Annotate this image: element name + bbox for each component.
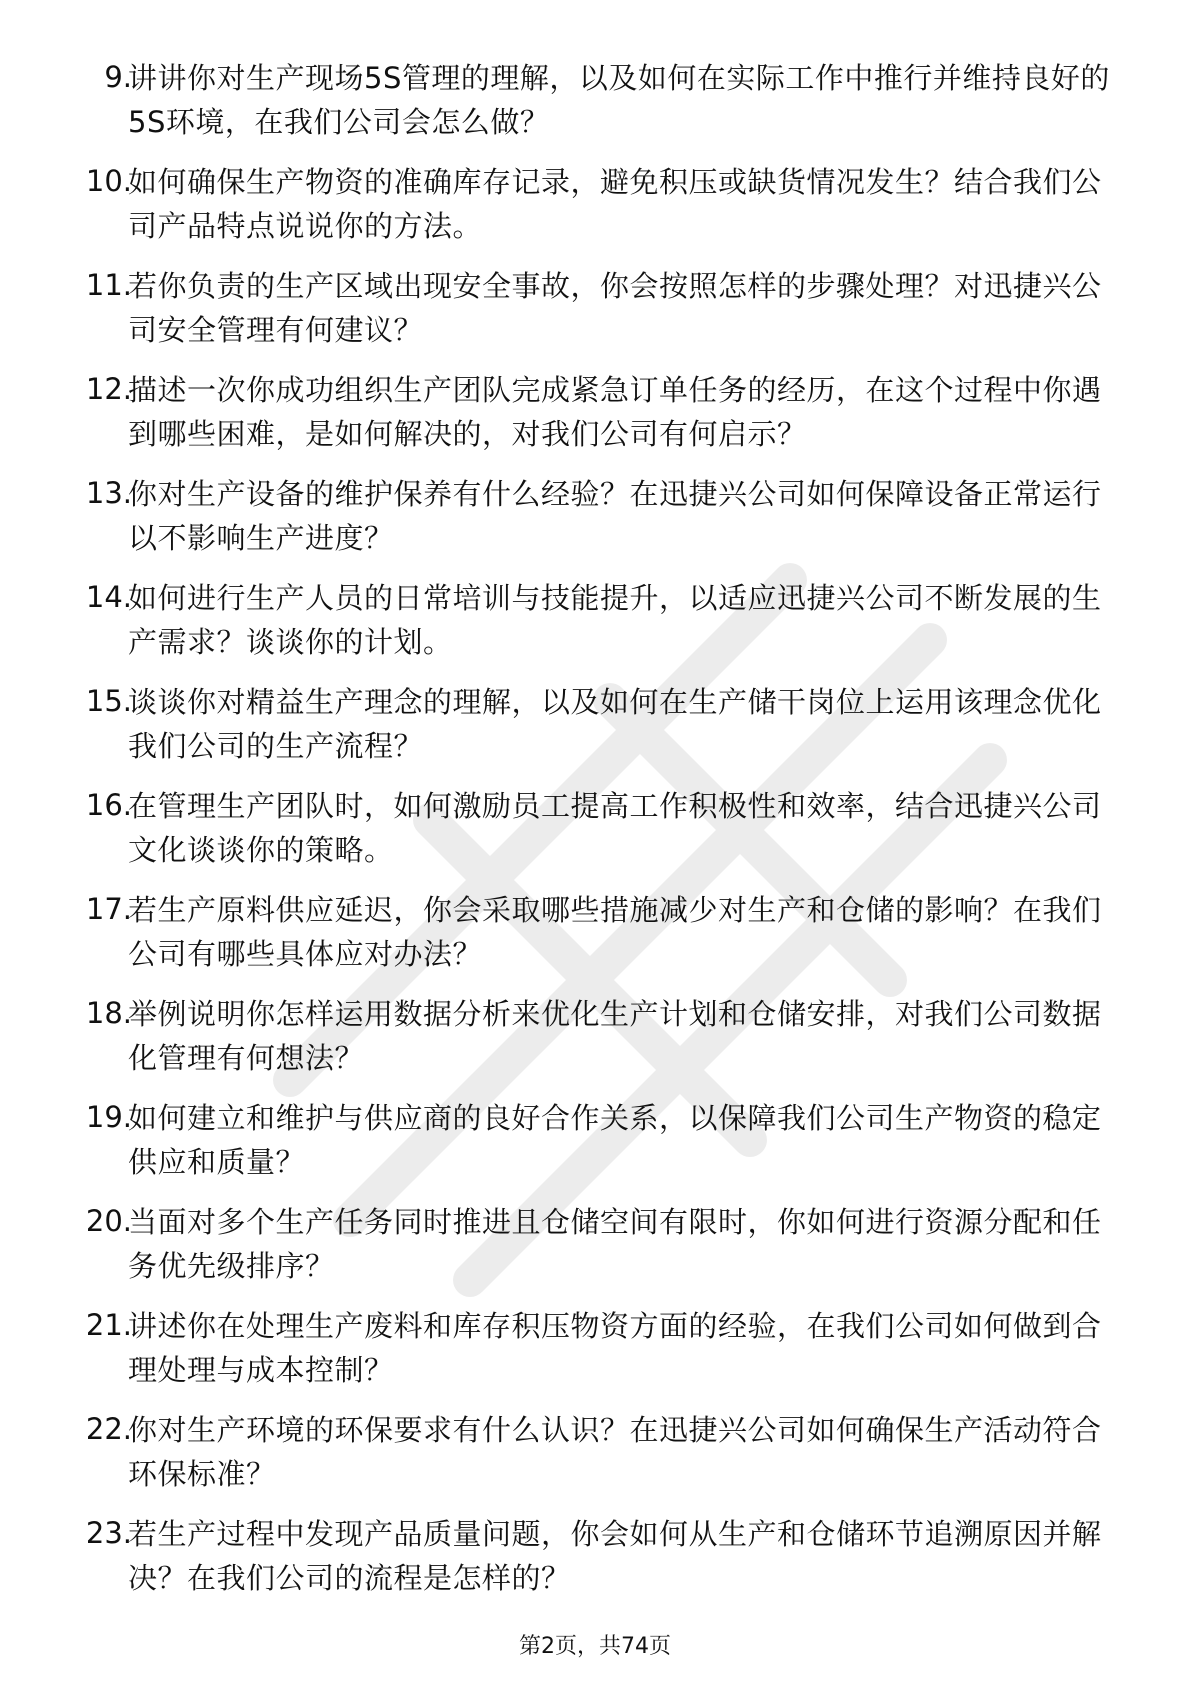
question-number: 11. <box>85 268 132 302</box>
question-text: 谈谈你对精益生产理念的理解，以及如何在生产储干岗位上运用该理念优化我们公司的生产流程？ <box>128 685 1102 763</box>
question-text: 你对生产设备的维护保养有什么经验？在迅捷兴公司如何保障设备正常运行以不影响生产进度？ <box>128 477 1102 555</box>
question-text: 你对生产环境的环保要求有什么认识？在迅捷兴公司如何确保生产活动符合环保标准？ <box>128 1413 1102 1491</box>
list-item <box>0 674 1190 778</box>
list-item <box>0 1090 1190 1194</box>
list-item <box>0 986 1190 1090</box>
question-text: 如何建立和维护与供应商的良好合作关系，以保障我们公司生产物资的稳定供应和质量？ <box>128 1101 1102 1179</box>
question-text: 若生产过程中发现产品质量问题，你会如何从生产和仓储环节追溯原因并解决？在我们公司的流程是怎样的？ <box>128 1517 1102 1595</box>
question-number: 20. <box>85 1204 132 1238</box>
question-text: 如何进行生产人员的日常培训与技能提升，以适应迅捷兴公司不断发展的生产需求？谈谈你的计划。 <box>128 581 1102 659</box>
question-text: 描述一次你成功组织生产团队完成紧急订单任务的经历，在这个过程中你遇到哪些困难，是如何解决的，对我们公司有何启示？ <box>128 373 1102 451</box>
question-number: 14. <box>85 580 132 614</box>
list-item <box>0 1298 1190 1402</box>
question-number: 9. <box>104 60 132 94</box>
question-number: 21. <box>85 1308 132 1342</box>
question-number: 15. <box>85 684 132 718</box>
question-text: 举例说明你怎样运用数据分析来优化生产计划和仓储安排，对我们公司数据化管理有何想法？ <box>128 997 1102 1075</box>
list-item <box>0 570 1190 674</box>
question-number: 16. <box>85 788 132 822</box>
question-number: 19. <box>85 1100 132 1134</box>
page-number-label: 第2页，共74页 <box>519 1634 671 1659</box>
question-number: 10. <box>85 164 132 198</box>
question-text: 若你负责的生产区域出现安全事故，你会按照怎样的步骤处理？对迅捷兴公司安全管理有何建议？ <box>128 269 1102 347</box>
list-item <box>0 362 1190 466</box>
list-item <box>0 154 1190 258</box>
question-text: 当面对多个生产任务同时推进且仓储空间有限时，你如何进行资源分配和任务优先级排序？ <box>128 1205 1102 1283</box>
question-number: 22. <box>85 1412 132 1446</box>
list-item <box>0 778 1190 882</box>
question-text: 讲述你在处理生产废料和库存积压物资方面的经验，在我们公司如何做到合理处理与成本控制？ <box>128 1309 1102 1387</box>
question-number: 13. <box>85 476 132 510</box>
question-number: 18. <box>85 996 132 1030</box>
question-number: 23. <box>85 1516 132 1550</box>
list-item <box>0 1194 1190 1298</box>
question-text: 如何确保生产物资的准确库存记录，避免积压或缺货情况发生？结合我们公司产品特点说说你的方法。 <box>128 165 1102 243</box>
list-item <box>0 1402 1190 1506</box>
question-text: 讲讲你对生产现场5S管理的理解，以及如何在实际工作中推行并维持良好的5S环境，在我们公司会怎么做？ <box>128 61 1110 139</box>
question-text: 在管理生产团队时，如何激励员工提高工作积极性和效率，结合迅捷兴公司文化谈谈你的策略。 <box>128 789 1102 867</box>
list-item <box>0 50 1190 154</box>
list-item <box>0 1506 1190 1610</box>
list-item <box>0 882 1190 986</box>
question-number: 12. <box>85 372 132 406</box>
question-text: 若生产原料供应延迟，你会采取哪些措施减少对生产和仓储的影响？在我们公司有哪些具体应对办法？ <box>128 893 1102 971</box>
page-footer <box>0 1632 1190 1662</box>
question-list <box>0 50 1190 1610</box>
list-item <box>0 466 1190 570</box>
question-number: 17. <box>85 892 132 926</box>
list-item <box>0 258 1190 362</box>
